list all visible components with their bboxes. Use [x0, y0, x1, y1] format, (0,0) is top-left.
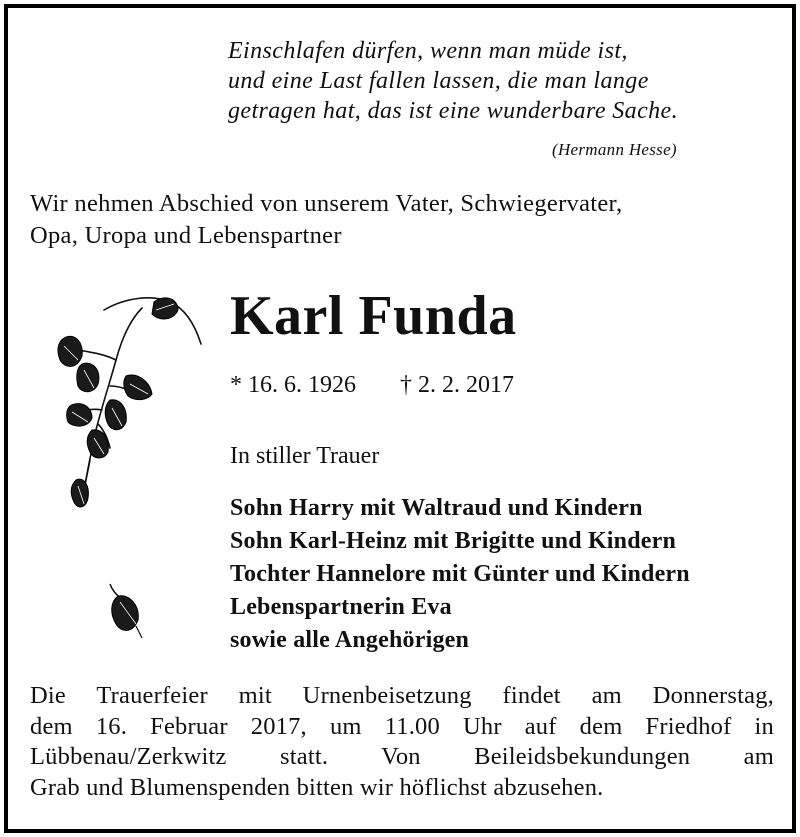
family-member: Tochter Hannelore mit Günter und Kindern: [230, 561, 690, 587]
falling-leaf-icon: [104, 580, 146, 640]
family-member: Sohn Harry mit Waltraud und Kindern: [230, 495, 643, 521]
ceremony-info: [30, 681, 774, 803]
quote: [228, 36, 788, 126]
quote-line: getragen hat, das ist eine wunderbare Sache.: [228, 98, 678, 124]
deceased-name: Karl Funda: [230, 285, 517, 347]
mourning-label: In stiller Trauer: [230, 443, 380, 469]
quote-line: und eine Last fallen lassen, die man lange: [228, 68, 649, 94]
intro-line: Wir nehmen Abschied von unserem Vater, Schwiegervater,: [30, 190, 623, 217]
ceremony-line: Die Trauerfeier mit Urnenbeisetzung findet am Donnerstag,: [30, 682, 774, 709]
quote-line: Einschlafen dürfen, wenn man müde ist,: [228, 38, 628, 64]
quote-author: (Hermann Hesse): [552, 140, 677, 159]
family-member: sowie alle Angehörigen: [230, 627, 470, 653]
ceremony-line: Grab und Blumenspenden bitten wir höflichst abzusehen.: [30, 773, 604, 801]
ceremony-line: Lübbenau/Zerkwitz statt. Von Beileidsbekundungen am: [30, 743, 774, 770]
death-date: † 2. 2. 2017: [400, 372, 514, 398]
family-list: [230, 492, 690, 657]
farewell-intro: [30, 188, 780, 252]
family-member: Sohn Karl-Heinz mit Brigitte und Kindern: [230, 528, 677, 554]
ceremony-line: dem 16. Februar 2017, um 11.00 Uhr auf dem Friedhof in: [30, 712, 774, 740]
obituary-notice: [4, 4, 796, 833]
family-member: Lebenspartnerin Eva: [230, 594, 452, 620]
birth-date: * 16. 6. 1926: [230, 372, 356, 398]
intro-line: Opa, Uropa und Lebenspartner: [30, 222, 342, 249]
life-dates: [230, 372, 514, 399]
birch-branch-icon: [44, 290, 209, 522]
